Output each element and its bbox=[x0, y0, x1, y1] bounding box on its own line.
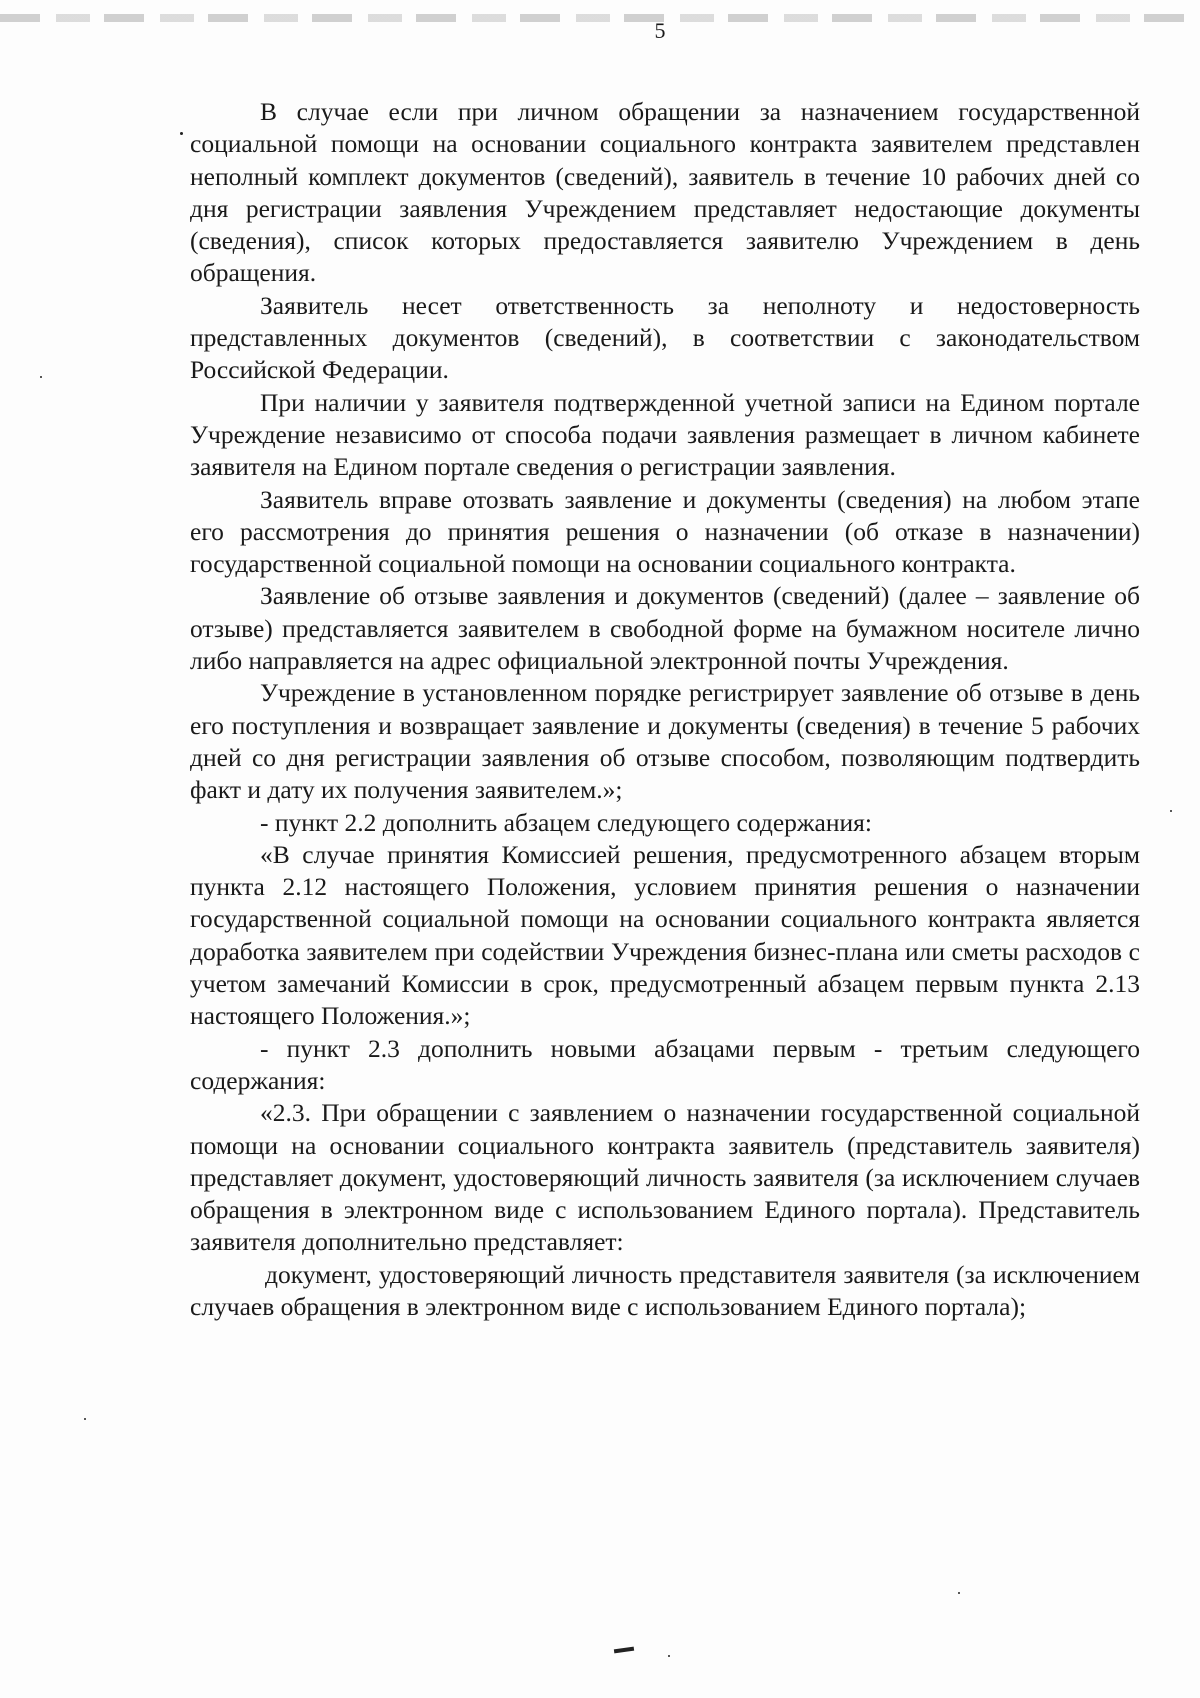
scan-speck bbox=[668, 1655, 670, 1657]
scan-mark bbox=[614, 1647, 634, 1654]
scan-speck bbox=[40, 376, 42, 378]
document-body bbox=[190, 96, 1140, 1323]
paragraph: документ, удостоверяющий личность представителя заявителя (за исключением случаев обращения в электронном виде с использованием Единого портала); bbox=[190, 1259, 1140, 1321]
paragraph: - пункт 2.2 дополнить абзацем следующего содержания: bbox=[260, 807, 872, 837]
scan-speck bbox=[1170, 810, 1172, 812]
paragraph: «2.3. При обращении с заявлением о назначении государственной социальной помощи на основании социального контракта заявитель (представитель заявителя) представляет документ, удостоверяющий личность заявителя (за исключением случаев обращения в электронном виде с использованием Единого портала). Представитель заявителя дополнительно представляет: bbox=[190, 1098, 1140, 1257]
paragraph: - пункт 2.3 дополнить новыми абзацами первым - третьим следующего содержания: bbox=[190, 1033, 1140, 1095]
scan-speck bbox=[958, 1592, 960, 1594]
paragraph: Заявление об отзыве заявления и документов (сведений) (далее – заявление об отзыве) представляется заявителем в свободной форме на бумажном носителе лично либо направляется на адрес официальной электронной почты Учреждения. bbox=[190, 581, 1140, 676]
paragraph: В случае если при личном обращении за назначением государственной социальной помощи на основании социального контракта заявителем представлен неполный комплект документов (сведений), заявитель в течение 10 рабочих дней со дня регистрации заявления Учреждением представляет недостающие документы (сведения), список которых предоставляется заявителю Учреждением в день обращения. bbox=[190, 97, 1140, 288]
paragraph: Учреждение в установленном порядке регистрирует заявление об отзыве в день его поступления и возвращает заявление и документы (сведения) в течение 5 рабочих дней со дня регистрации заявления об отзыве способом, позволяющим подтвердить факт и дату их получения заявителем.»; bbox=[190, 678, 1140, 805]
paragraph: Заявитель вправе отозвать заявление и документы (сведения) на любом этапе его рассмотрения до принятия решения о назначении (об отказе в назначении) государственной социальной помощи на основании социального контракта. bbox=[190, 484, 1140, 579]
paragraph: Заявитель несет ответственность за неполноту и недостоверность представленных документов (сведений), в соответствии с законодательством Российской Федерации. bbox=[190, 290, 1140, 385]
page-number: 5 bbox=[654, 18, 666, 43]
scan-speck bbox=[180, 132, 183, 135]
paragraph: При наличии у заявителя подтвержденной учетной записи на Едином портале Учреждение независимо от способа подачи заявления размещает в личном кабинете заявителя на Едином портале сведения о регистрации заявления. bbox=[190, 387, 1140, 482]
scan-speck bbox=[84, 1418, 86, 1420]
paragraph: «В случае принятия Комиссией решения, предусмотренного абзацем вторым пункта 2.12 настоящего Положения, условием принятия решения о назначении государственной социальной помощи на основании социального контракта является доработка заявителем при содействии Учреждения бизнес-плана или сметы расходов с учетом замечаний Комиссии в срок, предусмотренный абзацем первым пункта 2.13 настоящего Положения.»; bbox=[190, 839, 1140, 1031]
